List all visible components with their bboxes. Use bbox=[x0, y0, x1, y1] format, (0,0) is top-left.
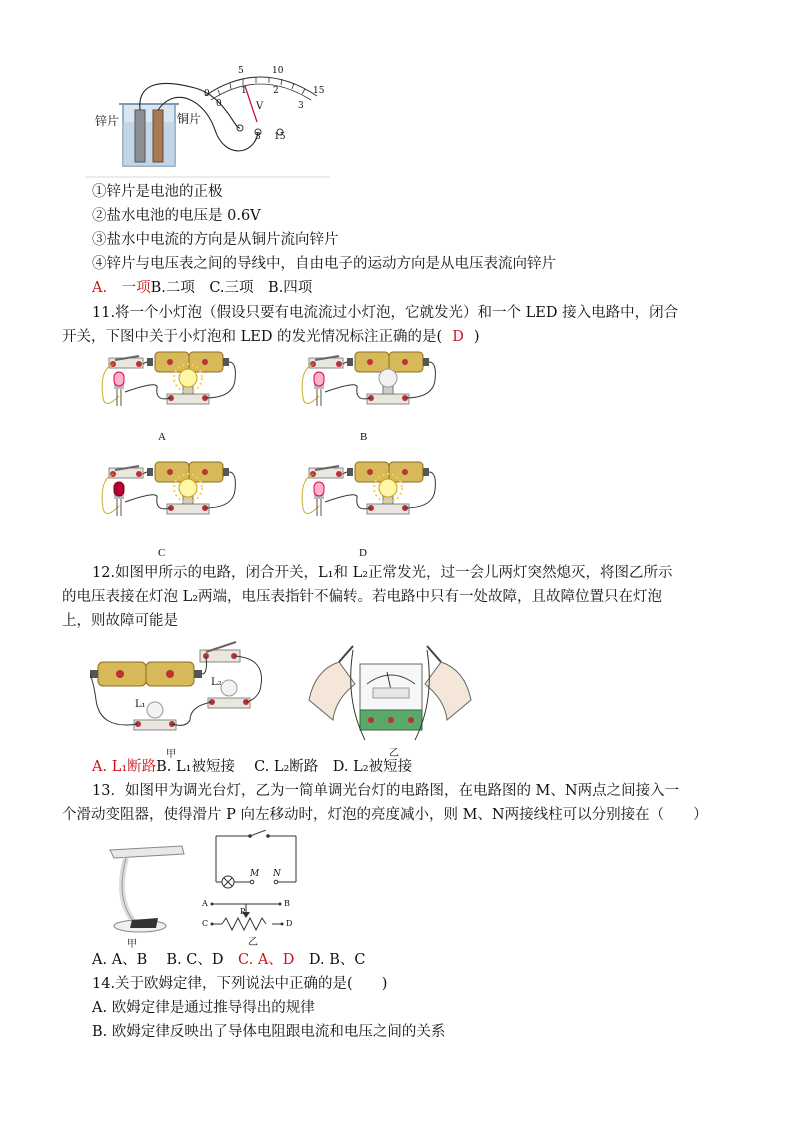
q11-stem-line2 bbox=[62, 327, 480, 347]
q12-stem-line2: 的电压表接在灯泡 L₂两端，电压表指针不偏转。若电路中只有一处故障，且故障位置只在灯泡 bbox=[62, 589, 663, 605]
q13-caption-left: 甲 bbox=[127, 939, 137, 950]
q12-options-rest: B. L₁被短接 C. L₂断路 D. L₂被短接 bbox=[156, 759, 413, 775]
terminal-m-label: M bbox=[250, 869, 260, 879]
q11-circuit-a bbox=[95, 350, 245, 425]
scale-top-15: 15 bbox=[313, 86, 325, 96]
q11-caption-b: B bbox=[360, 431, 368, 443]
slider-p-label: P bbox=[240, 907, 246, 916]
zinc-plate-label: 锌片 bbox=[95, 114, 120, 128]
q10-statement-1: ①锌片是电池的正极 bbox=[92, 184, 223, 200]
q11-circuit-c bbox=[95, 460, 245, 535]
q10-statement-2: ②盐水电池的电压是 0.6V bbox=[92, 208, 261, 224]
rheostat-b-label: B bbox=[284, 899, 290, 908]
q12-caption-left: 甲 bbox=[166, 749, 176, 760]
q13-stem-line1: 13．如图甲为调光台灯，乙为一简单调光台灯的电路图，在电路图的 M、N两点之间接入一 bbox=[92, 783, 680, 799]
scale-bottom-2: 2 bbox=[273, 86, 279, 96]
q13-option-d: D. B、C bbox=[294, 952, 366, 968]
q12-stem-line1: 12.如图甲所示的电路，闭合开关，L₁和 L₂正常发光，过一会儿两灯突然熄灭，将图乙所示 bbox=[92, 565, 673, 581]
q13-caption-right: 乙 bbox=[248, 937, 258, 948]
l1-label: L₁ bbox=[135, 699, 146, 710]
rheostat-a-label: A bbox=[202, 899, 208, 908]
q12-voltmeter-figure bbox=[305, 640, 475, 750]
q12-caption-right: 乙 bbox=[389, 748, 399, 759]
q12-circuit-figure bbox=[90, 640, 270, 750]
q10-option-bcd: B.二项 C.三项 B.四项 bbox=[150, 280, 313, 296]
q11-circuit-b bbox=[295, 350, 445, 425]
q10-option-a: A. 一项 bbox=[92, 280, 151, 296]
rheostat-c-label: C bbox=[202, 919, 209, 928]
voltmeter-unit: V bbox=[256, 101, 264, 112]
q10-options bbox=[92, 278, 312, 298]
q13-stem-line2: 个滑动变阻器，使得滑片 P 向左移动时，灯泡的亮度减小，则 M、N两接线柱可以分别接在（ ） bbox=[62, 807, 708, 823]
q13-options-ab: A. A、B B. C、D bbox=[92, 952, 239, 968]
q13-option-c: C. A、D bbox=[238, 952, 295, 968]
q12-options bbox=[92, 757, 412, 777]
scale-top-5: 5 bbox=[238, 66, 244, 76]
q11-caption-c: C bbox=[158, 547, 166, 559]
l2-label: L₂ bbox=[211, 677, 222, 688]
terminal-n-label: N bbox=[273, 869, 281, 879]
terminal-3: 3 bbox=[255, 132, 261, 142]
q11-stem-suffix: ) bbox=[473, 329, 480, 345]
q14-option-b: B. 欧姆定律反映出了导体电阻跟电流和电压之间的关系 bbox=[92, 1024, 446, 1040]
scale-top-10: 10 bbox=[272, 66, 284, 76]
copper-plate-label: 铜片 bbox=[177, 112, 202, 126]
q13-options bbox=[92, 950, 366, 970]
scale-top-0: 0 bbox=[204, 89, 210, 99]
q10-statement-3: ③盐水中电流的方向是从铜片流向锌片 bbox=[92, 232, 339, 248]
q11-caption-a: A bbox=[158, 431, 166, 443]
q11-caption-d: D bbox=[359, 547, 367, 559]
rheostat-d-label: D bbox=[286, 919, 293, 928]
q11-circuit-d bbox=[295, 460, 445, 535]
q11-stem-prefix: 开关，下图中关于小灯泡和 LED 的发光情况标注正确的是( bbox=[62, 329, 443, 345]
scale-bottom-0: 0 bbox=[216, 99, 222, 109]
battery-voltmeter-figure bbox=[85, 60, 335, 180]
desk-lamp-figure bbox=[100, 838, 190, 938]
q14-stem: 14.关于欧姆定律，下列说法中正确的是( ) bbox=[92, 976, 388, 992]
q10-statement-4: ④锌片与电压表之间的导线中，自由电子的运动方向是从电压表流向锌片 bbox=[92, 256, 556, 272]
terminal-15: 15 bbox=[274, 132, 286, 142]
q11-answer: D bbox=[452, 329, 464, 345]
q11-stem-line1: 11.将一个小灯泡（假设只要有电流流过小灯泡，它就发光）和一个 LED 接入电路中，闭合 bbox=[92, 305, 679, 321]
scale-bottom-1: 1 bbox=[241, 86, 247, 96]
q14-option-a: A. 欧姆定律是通过推导得出的规律 bbox=[92, 1000, 315, 1016]
q12-stem-line3: 上，则故障可能是 bbox=[62, 613, 178, 629]
scale-bottom-3: 3 bbox=[298, 101, 304, 111]
q12-option-a: A. L₁断路 bbox=[92, 759, 157, 775]
